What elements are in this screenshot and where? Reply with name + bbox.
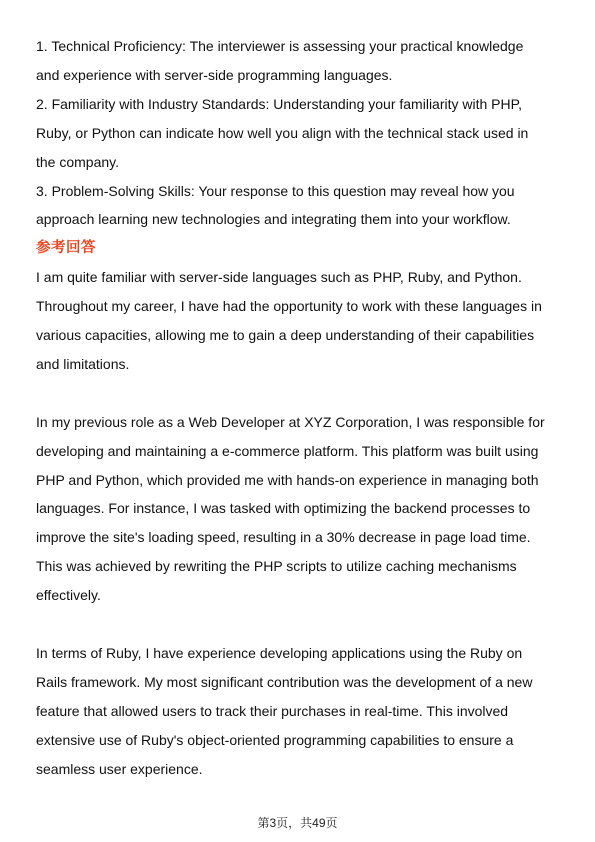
answer-3-line-5: seamless user experience. (36, 760, 203, 777)
question-3-line-2: approach learning new technologies and integrating them into your workflow. (36, 211, 511, 228)
answer-1-line-3: various capacities, allowing me to gain a deep understanding of their capabilities (36, 327, 535, 344)
document-page (36, 32, 568, 784)
answer-1-line-4: and limitations. (36, 355, 130, 372)
answer-2-line-6: This was achieved by rewriting the PHP scripts to utilize caching mechanisms (36, 558, 517, 575)
answer-paragraph-3 (36, 639, 568, 784)
answer-2-line-7: effectively. (36, 587, 101, 604)
answer-1-line-2: Throughout my career, I have had the opportunity to work with these languages in (36, 298, 542, 315)
answer-1-line-1: I am quite familiar with server-side languages such as PHP, Ruby, and Python. (36, 269, 522, 286)
answer-3-line-4: extensive use of Ruby's object-oriented programming capabilities to ensure a (36, 731, 514, 748)
answer-2-line-5: improve the site's loading speed, resulting in a 30% decrease in page load time. (36, 529, 531, 546)
question-1-line-1: 1. Technical Proficiency: The interviewer is assessing your practical knowledge (36, 38, 524, 54)
question-item-1 (36, 32, 568, 90)
paragraph-spacer (36, 610, 568, 639)
question-1-line-2: and experience with server-side programming languages. (36, 66, 393, 83)
answer-3-line-3: feature that allowed users to track their purchases in real-time. This involved (36, 702, 509, 719)
answer-2-line-1: In my previous role as a Web Developer at XYZ Corporation, I was responsible for (36, 413, 545, 430)
paragraph-spacer (36, 379, 568, 408)
question-item-3 (36, 177, 568, 235)
answer-2-line-3: PHP and Python, which provided me with hands-on experience in managing both (36, 471, 539, 488)
answer-2-line-2: developing and maintaining a e-commerce platform. This platform was built using (36, 442, 539, 459)
answer-3-line-2: Rails framework. My most significant contribution was the development of a new (36, 673, 533, 690)
answer-3-line-1: In terms of Ruby, I have experience developing applications using the Ruby on (36, 645, 523, 661)
question-item-2 (36, 90, 568, 177)
answer-paragraph-2 (36, 408, 568, 610)
answer-heading: 参考回答 (36, 240, 96, 257)
page-number: 第3页，共49页 (257, 816, 338, 830)
question-2-line-3: the company. (36, 153, 120, 170)
answer-paragraph-1 (36, 263, 568, 379)
question-2-line-2: Ruby, or Python can indicate how well you align with the technical stack used in (36, 124, 529, 141)
answer-2-line-4: languages. For instance, I was tasked with optimizing the backend processes to (36, 500, 531, 517)
question-2-line-1: 2. Familiarity with Industry Standards: Understanding your familiarity with PHP, (36, 95, 523, 112)
question-3-line-1: 3. Problem-Solving Skills: Your response to this question may reveal how you (36, 182, 515, 199)
